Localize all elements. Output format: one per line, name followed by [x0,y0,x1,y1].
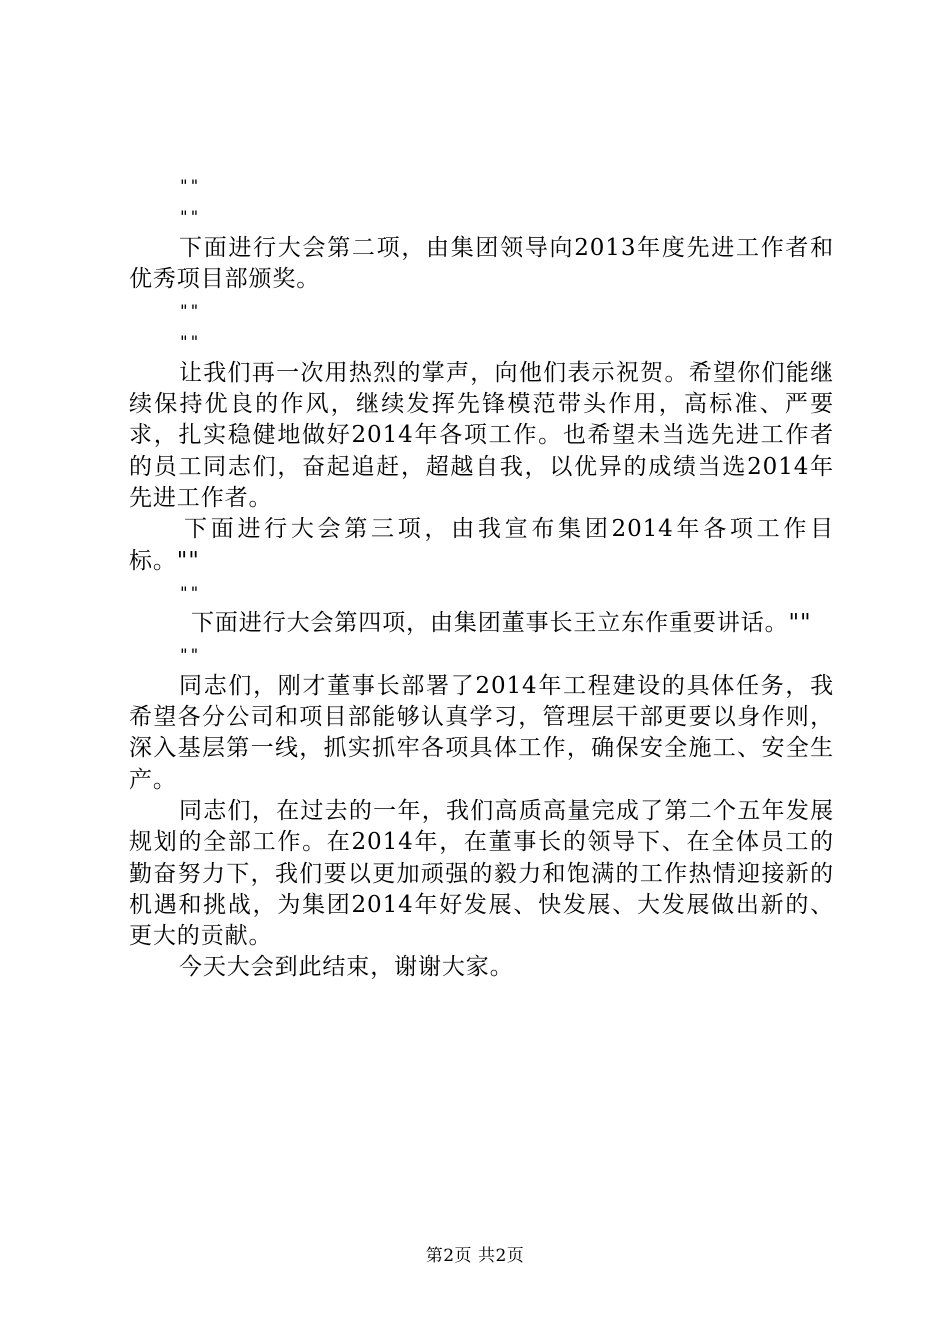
paragraph-past-year-review: 同志们，在过去的一年，我们高质高量完成了第二个五年发展规划的全部工作。在2014年，在董事长的领导下、在全体员工的勤奋努力下，我们要以更加顽强的毅力和饱满的工作热情迎接新的机遇和挑战，为集团2014年好发展、快发展、大发展做出新的、更大的贡献。 [129,797,834,950]
quote-marks-line: "" [179,645,201,665]
paragraph-closing: 今天大会到此结束，谢谢大家。 [179,954,514,981]
document-body [129,170,834,984]
page-number-footer: 第2页 共2页 [425,1246,525,1266]
quote-marks-line: "" [179,207,201,227]
quote-marks-line: "" [179,582,201,602]
paragraph-chairman-tasks: 同志们，刚才董事长部署了2014年工程建设的具体任务，我希望各分公司和项目部能够认真学习，管理层干部更要以身作则，深入基层第一线，抓实抓牢各项具体工作，确保安全施工、安全生产。 [129,672,834,793]
paragraph-award-ceremony: 下面进行大会第二项，由集团领导向2013年度先进工作者和优秀项目部颁奖。 [129,234,834,292]
quote-marks-line: "" [179,176,201,195]
paragraph-fourth-item: 下面进行大会第四项，由集团董事长王立东作重要讲话。"" [191,610,812,637]
paragraph-third-item: 下面进行大会第三项，由我宣布集团2014年各项工作目标。"" [129,516,834,574]
paragraph-congratulations: 让我们再一次用热烈的掌声，向他们表示祝贺。希望你们能继续保持优良的作风，继续发挥先锋模范带头作用，高标准、严要求，扎实稳健地做好2014年各项工作。也希望未当选先进工作者的员工同志们，奋起追赶，超越自我，以优异的成绩当选2014年先进工作者。 [129,359,834,511]
quote-marks-line: "" [179,301,201,321]
quote-marks-line: "" [179,332,201,352]
